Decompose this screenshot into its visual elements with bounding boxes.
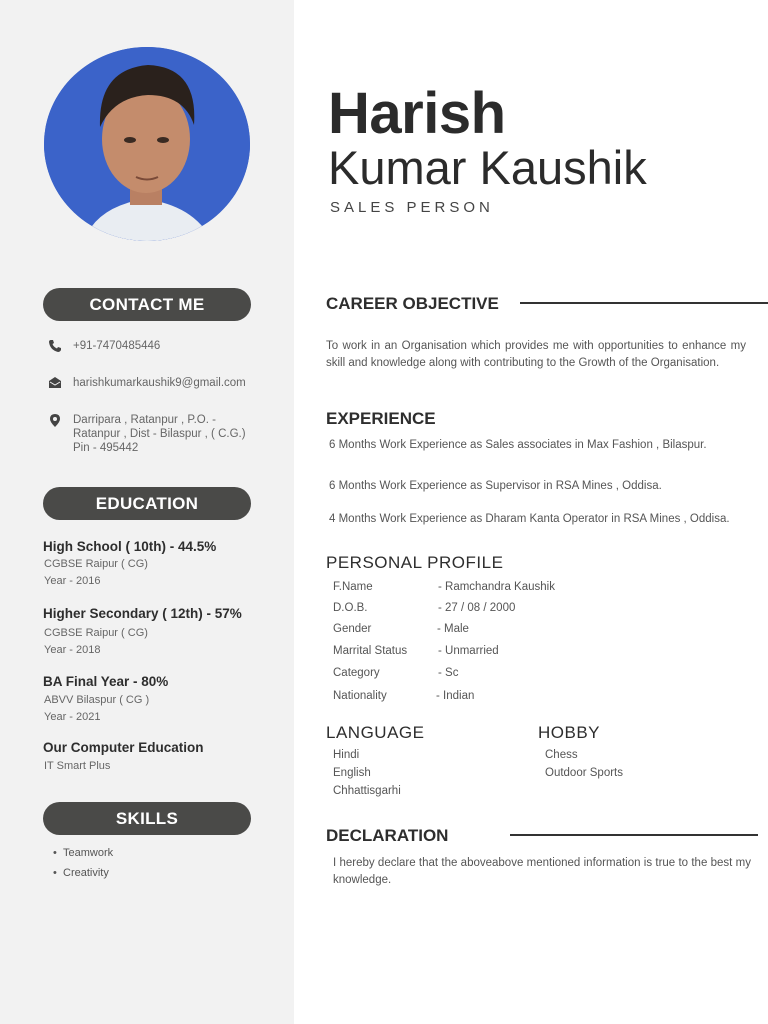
profile-photo (44, 47, 250, 241)
career-objective-text: To work in an Organisation which provides me with opportunities to enhance my skill and knowledge along with contributing to the Growth of the Organisation. (326, 340, 746, 369)
experience-item: 6 Months Work Experience as Sales associates in Max Fashion , Bilaspur. (329, 439, 707, 451)
education-year: Year - 2021 (44, 711, 101, 723)
profile-value: - Sc (438, 667, 459, 679)
profile-value: - Indian (436, 690, 475, 702)
education-title: Our Computer Education (43, 740, 204, 755)
person-portrait-icon (44, 47, 250, 241)
contact-heading: CONTACT ME (43, 288, 251, 321)
education-heading: EDUCATION (43, 487, 251, 520)
profile-value: - Male (437, 623, 469, 635)
education-board: CGBSE Raipur ( CG) (44, 627, 148, 639)
education-board: CGBSE Raipur ( CG) (44, 558, 148, 570)
job-role: SALES PERSON (330, 199, 494, 216)
declaration-heading: DECLARATION (326, 826, 449, 845)
declaration-text: I hereby declare that the aboveabove mentioned information is true to the best my knowledge. (333, 857, 751, 886)
hobby-heading: HOBBY (538, 723, 601, 742)
section-divider (510, 834, 758, 836)
last-name: Kumar Kaushik (328, 141, 647, 194)
email-text: harishkumarkaushik9@gmail.com (73, 377, 246, 389)
profile-value: - 27 / 08 / 2000 (438, 602, 516, 614)
hobby-item: Outdoor Sports (545, 767, 623, 779)
experience-heading: EXPERIENCE (326, 409, 436, 428)
experience-item: 6 Months Work Experience as Supervisor in RSA Mines , Oddisa. (329, 480, 662, 492)
skill-item: • Teamwork (63, 847, 113, 859)
education-title: High School ( 10th) - 44.5% (43, 539, 217, 554)
education-board: IT Smart Plus (44, 760, 111, 772)
location-pin-icon (48, 413, 62, 427)
address-line-1: Darripara , Ratanpur , P.O. - (73, 414, 216, 426)
profile-value: - Unmarried (438, 645, 499, 657)
education-year: Year - 2018 (44, 644, 101, 656)
language-item: Hindi (333, 749, 360, 761)
personal-profile-heading: PERSONAL PROFILE (326, 553, 504, 572)
profile-label: Nationality (333, 690, 387, 702)
hobby-item: Chess (545, 749, 578, 761)
address-line-3: Pin - 495442 (73, 442, 139, 454)
language-item: English (333, 767, 371, 779)
language-item: Chhattisgarhi (333, 785, 401, 797)
education-title: Higher Secondary ( 12th) - 57% (43, 606, 242, 621)
education-year: Year - 2016 (44, 575, 101, 587)
education-title: BA Final Year - 80% (43, 674, 169, 689)
profile-label: Category (333, 667, 380, 679)
section-divider (520, 302, 768, 304)
career-objective-heading: CAREER OBJECTIVE (326, 294, 499, 313)
profile-label: F.Name (333, 581, 373, 593)
language-heading: LANGUAGE (326, 723, 425, 742)
profile-label: D.O.B. (333, 602, 368, 614)
envelope-icon (48, 376, 62, 390)
experience-item: 4 Months Work Experience as Dharam Kanta Operator in RSA Mines , Oddisa. (329, 513, 730, 525)
skills-heading: SKILLS (43, 802, 251, 835)
skill-item: • Creativity (63, 867, 109, 879)
profile-value: - Ramchandra Kaushik (438, 581, 555, 593)
phone-text: +91-7470485446 (73, 340, 161, 352)
address-line-2: Ratanpur , Dist - Bilaspur , ( C.G.) (73, 428, 246, 440)
education-board: ABVV Bilaspur ( CG ) (44, 694, 150, 706)
profile-label: Marrital Status (333, 645, 408, 657)
phone-icon (48, 339, 62, 353)
profile-label: Gender (333, 623, 372, 635)
first-name: Harish (328, 81, 506, 146)
